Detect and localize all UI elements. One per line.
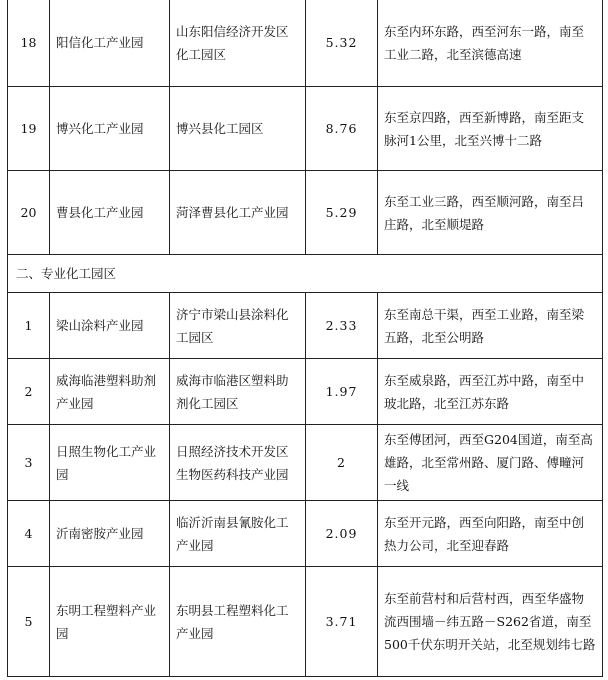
table-row <box>8 501 603 567</box>
row-number: 20 <box>8 171 50 255</box>
row-number: 19 <box>8 87 50 171</box>
park-official-name: 济宁市梁山县涂料化工园区 <box>170 293 306 359</box>
park-name: 日照生物化工产业园 <box>50 425 170 501</box>
table-row <box>8 359 603 425</box>
park-official-name: 临沂沂南县氰胺化工产业园 <box>170 501 306 567</box>
table-row <box>8 425 603 501</box>
park-area: 2 <box>306 425 378 501</box>
park-name: 沂南密胺产业园 <box>50 501 170 567</box>
park-area: 8.76 <box>306 87 378 171</box>
row-number: 2 <box>8 359 50 425</box>
section-header-row <box>8 255 603 293</box>
park-name: 梁山涂料产业园 <box>50 293 170 359</box>
section-title: 二、专业化工园区 <box>8 255 603 293</box>
row-number: 3 <box>8 425 50 501</box>
row-number: 1 <box>8 293 50 359</box>
park-official-name: 日照经济技术开发区生物医药科技产业园 <box>170 425 306 501</box>
table-row <box>8 171 603 255</box>
park-name: 东明工程塑料产业园 <box>50 567 170 677</box>
table-row <box>8 87 603 171</box>
park-boundary: 东至内环东路，西至河东一路，南至工业二路，北至滨德高速 <box>378 0 603 87</box>
park-area: 2.09 <box>306 501 378 567</box>
park-boundary: 东至开元路，西至向阳路，南至中创热力公司，北至迎春路 <box>378 501 603 567</box>
park-official-name: 山东阳信经济开发区化工园区 <box>170 0 306 87</box>
chemical-park-table <box>7 0 603 677</box>
park-area: 1.97 <box>306 359 378 425</box>
park-boundary: 东至威泉路，西至江苏中路，南至中玻北路，北至江苏东路 <box>378 359 603 425</box>
park-boundary: 东至京四路，西至新博路，南至距支脉河1公里，北至兴博十二路 <box>378 87 603 171</box>
park-official-name: 威海市临港区塑料助剂化工园区 <box>170 359 306 425</box>
park-name: 阳信化工产业园 <box>50 0 170 87</box>
park-name: 威海临港塑料助剂产业园 <box>50 359 170 425</box>
park-boundary: 东至工业三路，西至顺河路，南至吕庄路，北至顺堤路 <box>378 171 603 255</box>
park-area: 5.29 <box>306 171 378 255</box>
park-area: 2.33 <box>306 293 378 359</box>
park-boundary: 东至前营村和后营村西，西至华盛物流西围墙－纬五路－S262省道，南至500千伏东明开关站，北至规划纬七路 <box>378 567 603 677</box>
row-number: 4 <box>8 501 50 567</box>
row-number: 5 <box>8 567 50 677</box>
park-name: 博兴化工产业园 <box>50 87 170 171</box>
park-name: 曹县化工产业园 <box>50 171 170 255</box>
park-official-name: 东明县工程塑料化工产业园 <box>170 567 306 677</box>
park-area: 3.71 <box>306 567 378 677</box>
table-row <box>8 567 603 677</box>
table-row <box>8 0 603 87</box>
table-row <box>8 293 603 359</box>
row-number: 18 <box>8 0 50 87</box>
park-official-name: 菏泽曹县化工产业园 <box>170 171 306 255</box>
park-area: 5.32 <box>306 0 378 87</box>
park-boundary: 东至傅团河，西至G204国道，南至高雄路，北至常州路、厦门路、傅疃河一线 <box>378 425 603 501</box>
park-official-name: 博兴县化工园区 <box>170 87 306 171</box>
park-boundary: 东至南总干渠，西至工业路，南至梁五路，北至公明路 <box>378 293 603 359</box>
